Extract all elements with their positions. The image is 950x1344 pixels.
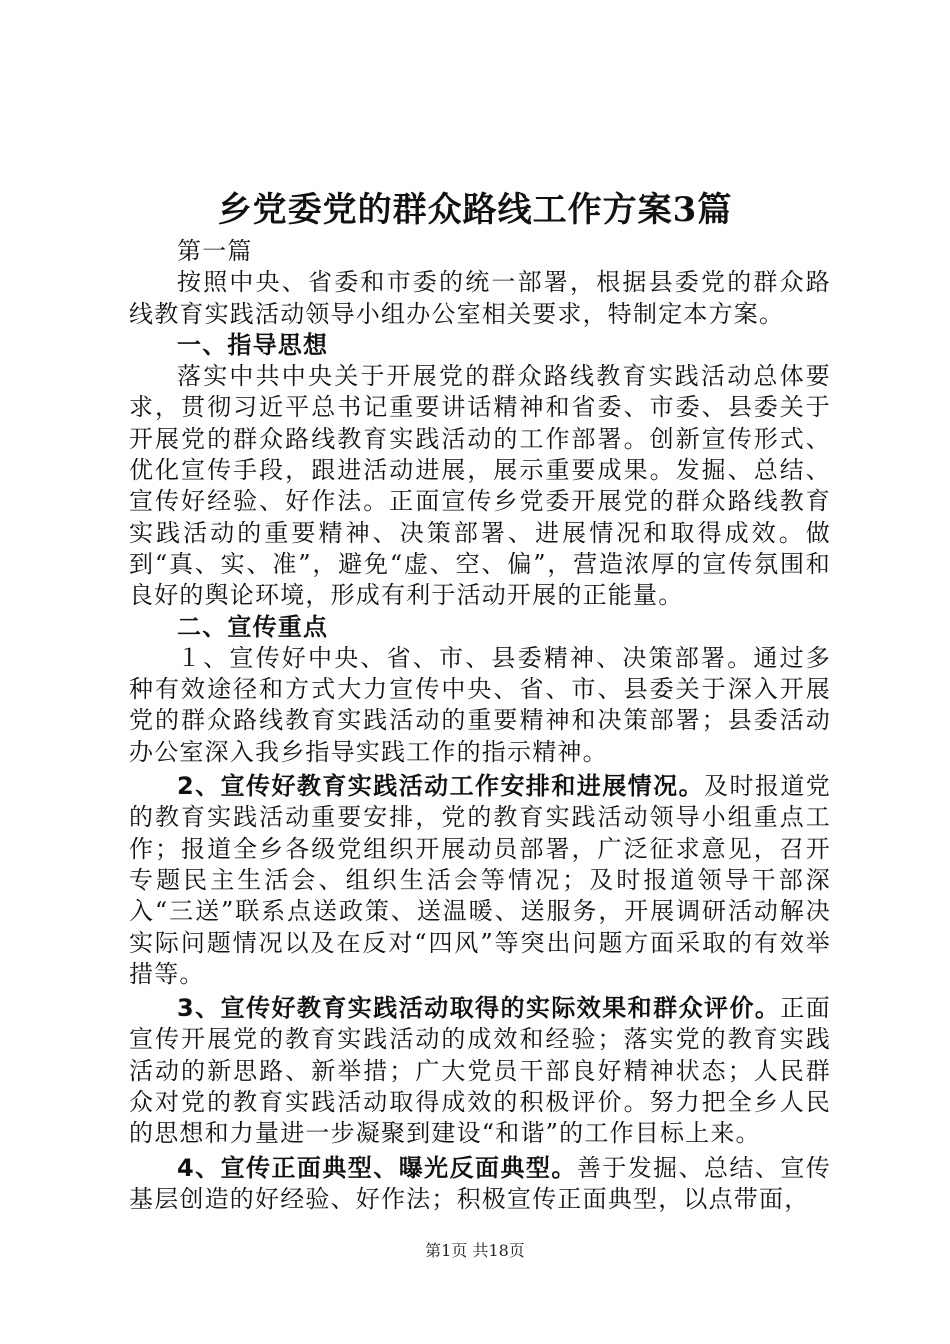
document-title: 乡党委党的群众路线工作方案3篇 (217, 190, 733, 230)
publicity-item-2-body: 及时报道党的教育实践活动重要安排，党的教育实践活动领导小组重点工作；报道全乡各级党组织开展动员部署，广泛征求意见，召开专题民主生活会、组织生活会等情况；及时报道领导干部深入“三送”联系点送政策、送温暖、送服务，开展调研活动解决实际问题情况以及在反对“四风”等突出问题方面采取的有效举措等。 (129, 772, 832, 988)
publicity-item-4 (129, 1153, 831, 1216)
heading-publicity-focus: 二、宣传重点 (177, 612, 329, 641)
guiding-thought-paragraph: 落实中共中央关于开展党的群众路线教育实践活动总体要求，贯彻习近平总书记重要讲话精神和省委、市委、县委关于开展党的群众路线教育实践活动的工作部署。创新宣传形式、优化宣传手段，跟进活动进展，展示重要成果。发掘、总结、宣传好经验、好作法。正面宣传乡党委开展党的群众路线教育实践活动的重要精神、决策部署、进展情况和取得成效。做到“真、实、准”，避免“虚、空、偏”，营造浓厚的宣传氛围和良好的舆论环境，形成有利于活动开展的正能量。 (129, 362, 831, 610)
page-footer: 第1页 共18页 (425, 1241, 525, 1260)
publicity-item-3-body: 正面宣传开展党的教育实践活动的成效和经验；落实党的教育实践活动的新思路、新举措；广大党员干部良好精神状态；人民群众对党的教育实践活动取得成效的积极评价。努力把全乡人民的思想和力量进一步凝聚到建设“和谐”的工作目标上来。 (129, 994, 832, 1148)
section-label: 第一篇 (177, 237, 253, 265)
publicity-item-1: １、宣传好中央、省、市、县委精神、决策部署。通过多种有效途径和方式大力宣传中央、省、市、县委关于深入开展党的群众路线教育实践活动的重要精神和决策部署；县委活动办公室深入我乡指导实践工作的指示精神。 (129, 643, 831, 766)
publicity-item-4-lead: 4、宣传正面典型、曝光反面典型。 (177, 1153, 577, 1182)
publicity-item-2-lead: 2、宣传好教育实践活动工作安排和进展情况。 (177, 772, 705, 801)
publicity-item-3 (129, 993, 831, 1149)
publicity-item-4-body: 善于发掘、总结、宣传基层创造的好经验、好作法；积极宣传正面典型，以点带面， (129, 1153, 832, 1213)
publicity-item-3-lead: 3、宣传好教育实践活动取得的实际效果和群众评价。 (177, 994, 781, 1023)
heading-guiding-thought: 一、指导思想 (177, 330, 329, 359)
document-body (129, 236, 831, 1215)
publicity-item-2 (129, 771, 831, 990)
intro-paragraph: 按照中央、省委和市委的统一部署，根据县委党的群众路线教育实践活动领导小组办公室相关要求，特制定本方案。 (129, 268, 831, 328)
